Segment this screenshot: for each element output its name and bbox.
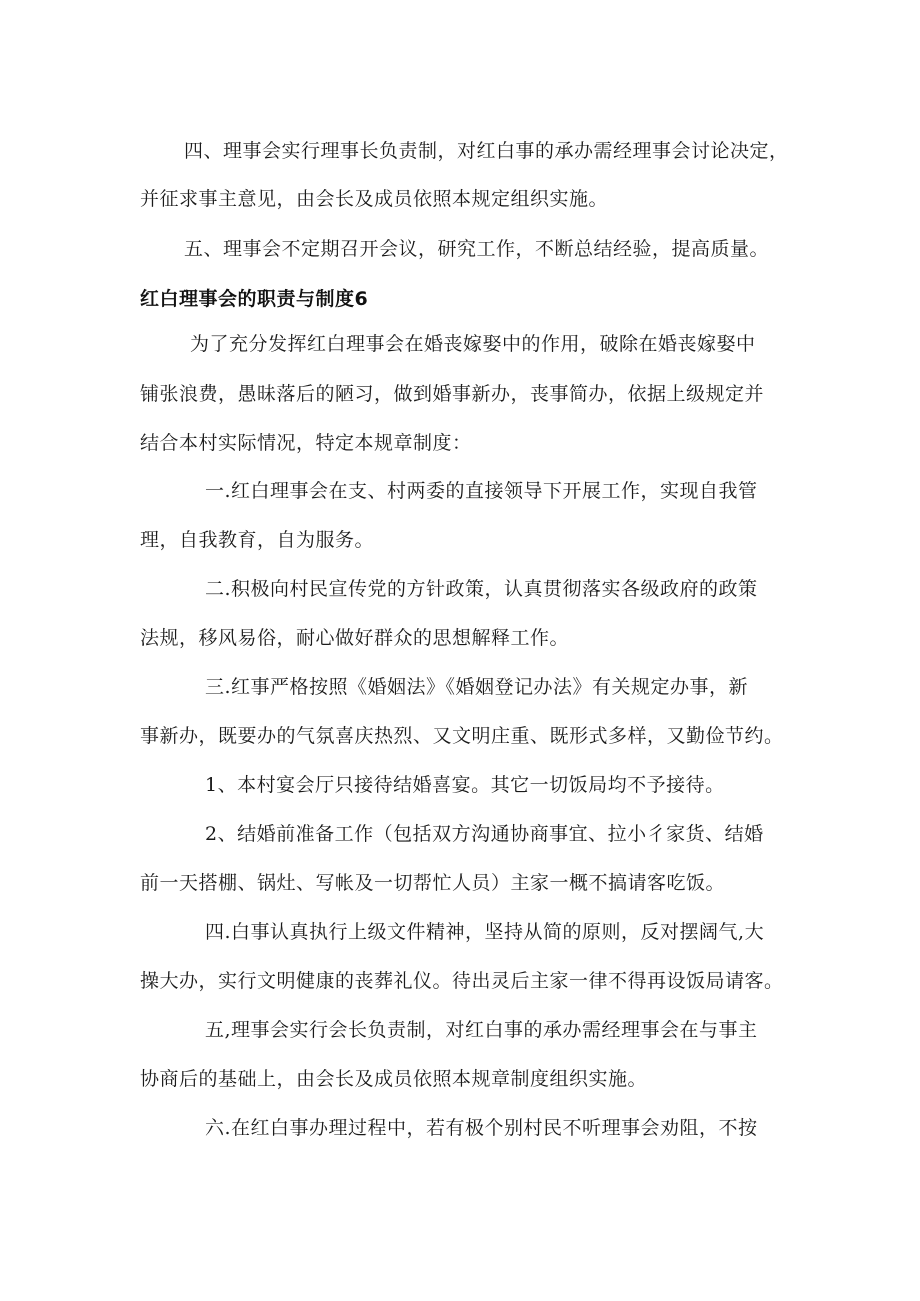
section-heading: 红白理事会的职责与制度6 xyxy=(140,288,369,310)
paragraph-4-line-2: 并征求事主意见，由会长及成员依照本规定组织实施。 xyxy=(140,188,609,210)
item-4-line-2: 操大办，实行文明健康的丧葬礼仪。待出灵后主家一律不得再设饭局请客。 xyxy=(140,970,784,992)
item-3-line-2: 事新办，既要办的气氛喜庆热烈、又文明庄重、既形式多样，又勤俭节约。 xyxy=(140,725,784,747)
item-2-line-2: 法规，移风易俗，耐心做好群众的思想解释工作。 xyxy=(140,627,570,649)
sub-item-1: 1、本村宴会厅只接待结婚喜宴。其它一切饭局均不予接待。 xyxy=(205,774,725,796)
intro-line-1: 为了充分发挥红白理事会在婚丧嫁娶中的作用，破除在婚丧嫁娶中 xyxy=(190,333,756,355)
paragraph-5-line-1: 五、理事会不定期召开会议，研究工作，不断总结经验，提高质量。 xyxy=(184,238,770,260)
item-6-line-1: 六.在红白事办理过程中，若有极个别村民不听理事会劝阻，不按 xyxy=(205,1117,758,1139)
item-5-line-1: 五,理事会实行会长负责制，对红白事的承办需经理事会在与事主 xyxy=(205,1019,758,1041)
item-2-line-1: 二.积极向村民宣传党的方针政策，认真贯彻落实各级政府的政策 xyxy=(205,578,758,600)
sub-item-2-line-1: 2、结婚前准备工作（包括双方沟通协商事宜、拉小彳家货、结婚 xyxy=(205,823,764,845)
item-4-line-1: 四.白事认真执行上级文件精神，坚持从简的原则，反对摆阔气,大 xyxy=(205,921,765,943)
sub-item-2-line-2: 前一天搭棚、锅灶、写帐及一切帮忙人员）主家一概不搞请客吃饭。 xyxy=(140,872,726,894)
item-1-line-1: 一.红白理事会在支、村两委的直接领导下开展工作，实现自我管 xyxy=(205,480,758,502)
item-1-line-2: 理，自我教育，自为服务。 xyxy=(140,529,375,551)
paragraph-4-line-1: 四、理事会实行理事长负责制，对红白事的承办需经理事会讨论决定， xyxy=(184,140,789,162)
item-3-line-1: 三.红事严格按照《婚姻法》《婚姻登记办法》有关规定办事，新 xyxy=(205,676,749,698)
intro-line-2: 铺张浪费，愚昧落后的陋习，做到婚事新办，丧事简办，依据上级规定并 xyxy=(140,383,765,405)
intro-line-3: 结合本村实际情况，特定本规章制度： xyxy=(140,432,472,454)
item-5-line-2: 协商后的基础上，由会长及成员依照本规章制度组织实施。 xyxy=(140,1068,648,1090)
